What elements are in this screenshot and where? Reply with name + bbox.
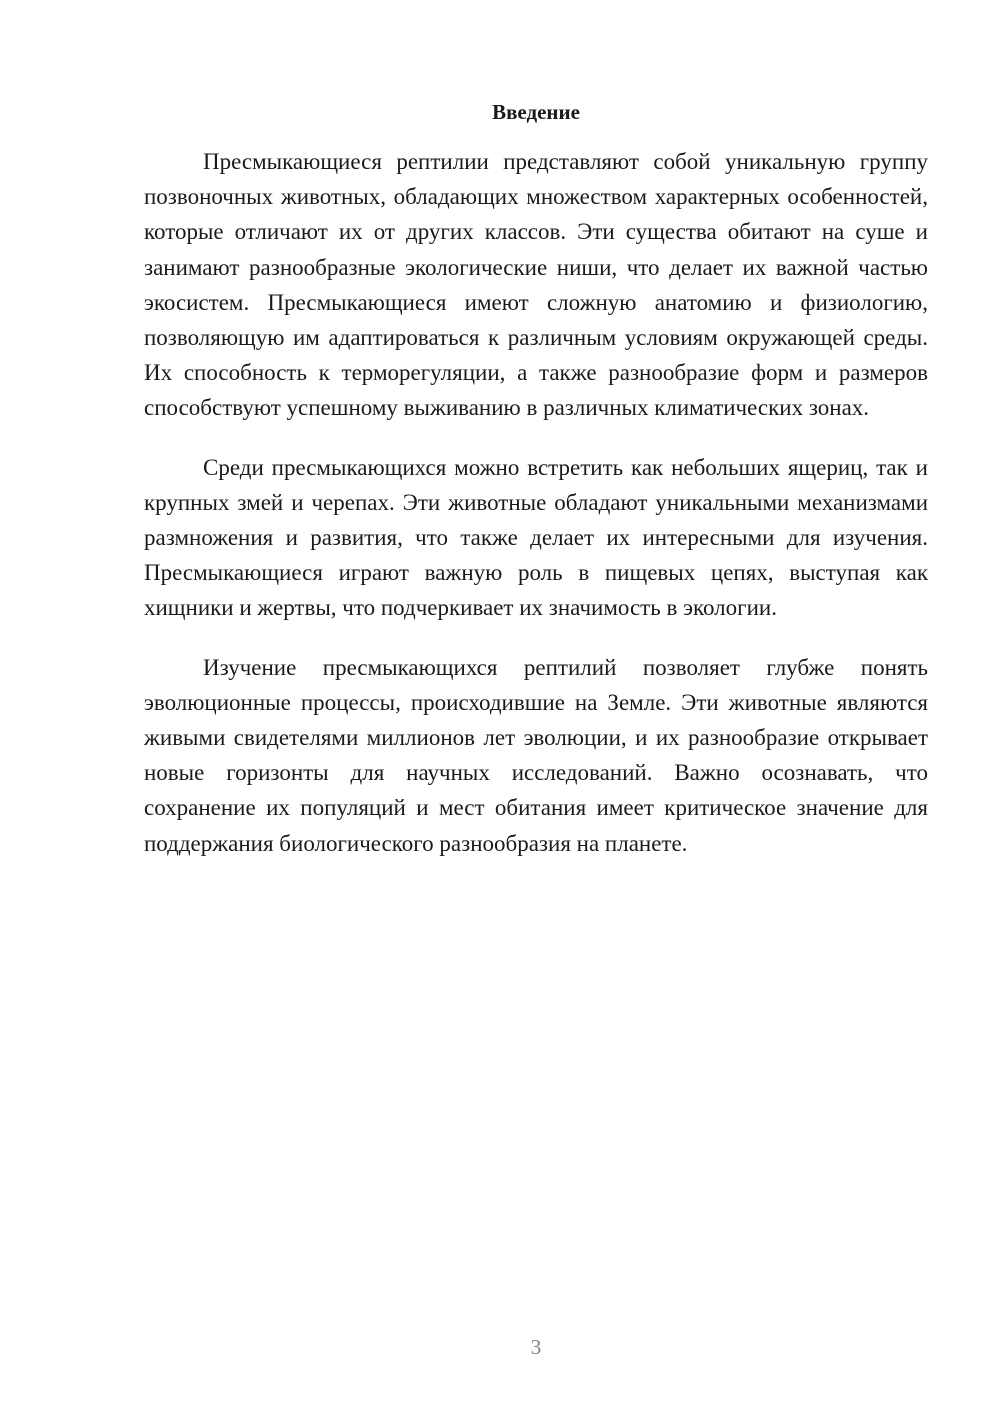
paragraph: Пресмыкающиеся рептилии представляют собой уникальную группу позвоночных животных, обладающих множеством характерных особенностей, которые отличают их от других классов. Эти существа обитают на суше и занимают разнообразные экологические ниши, что делает их важной частью экосистем. Пресмыкающиеся имеют сложную анатомию и физиологию, позволяющую им адаптироваться к различным условиям окружающей среды. Их способность к терморегуляции, а также разнообразие форм и размеров способствуют успешному выживанию в различных климатических зонах. bbox=[144, 149, 928, 421]
body-text bbox=[144, 144, 928, 885]
paragraph: Изучение пресмыкающихся рептилий позволяет глубже понять эволюционные процессы, происходившие на Земле. Эти животные являются живыми свидетелями миллионов лет эволюции, и их разнообразие открывает новые горизонты для научных исследований. Важно осознавать, что сохранение их популяций и мест обитания имеет критическое значение для поддержания биологического разнообразия на планете. bbox=[144, 654, 928, 856]
section-heading: Введение bbox=[492, 100, 580, 124]
page-number: 3 bbox=[530, 1335, 542, 1359]
paragraph: Среди пресмыкающихся можно встретить как небольших ящериц, так и крупных змей и черепах. Эти животные обладают уникальными механизмами размножения и развития, что также делает их интересными для изучения. Пресмыкающиеся играют важную роль в пищевых цепях, выступая как хищники и жертвы, что подчеркивает их значимость в экологии. bbox=[144, 454, 928, 621]
